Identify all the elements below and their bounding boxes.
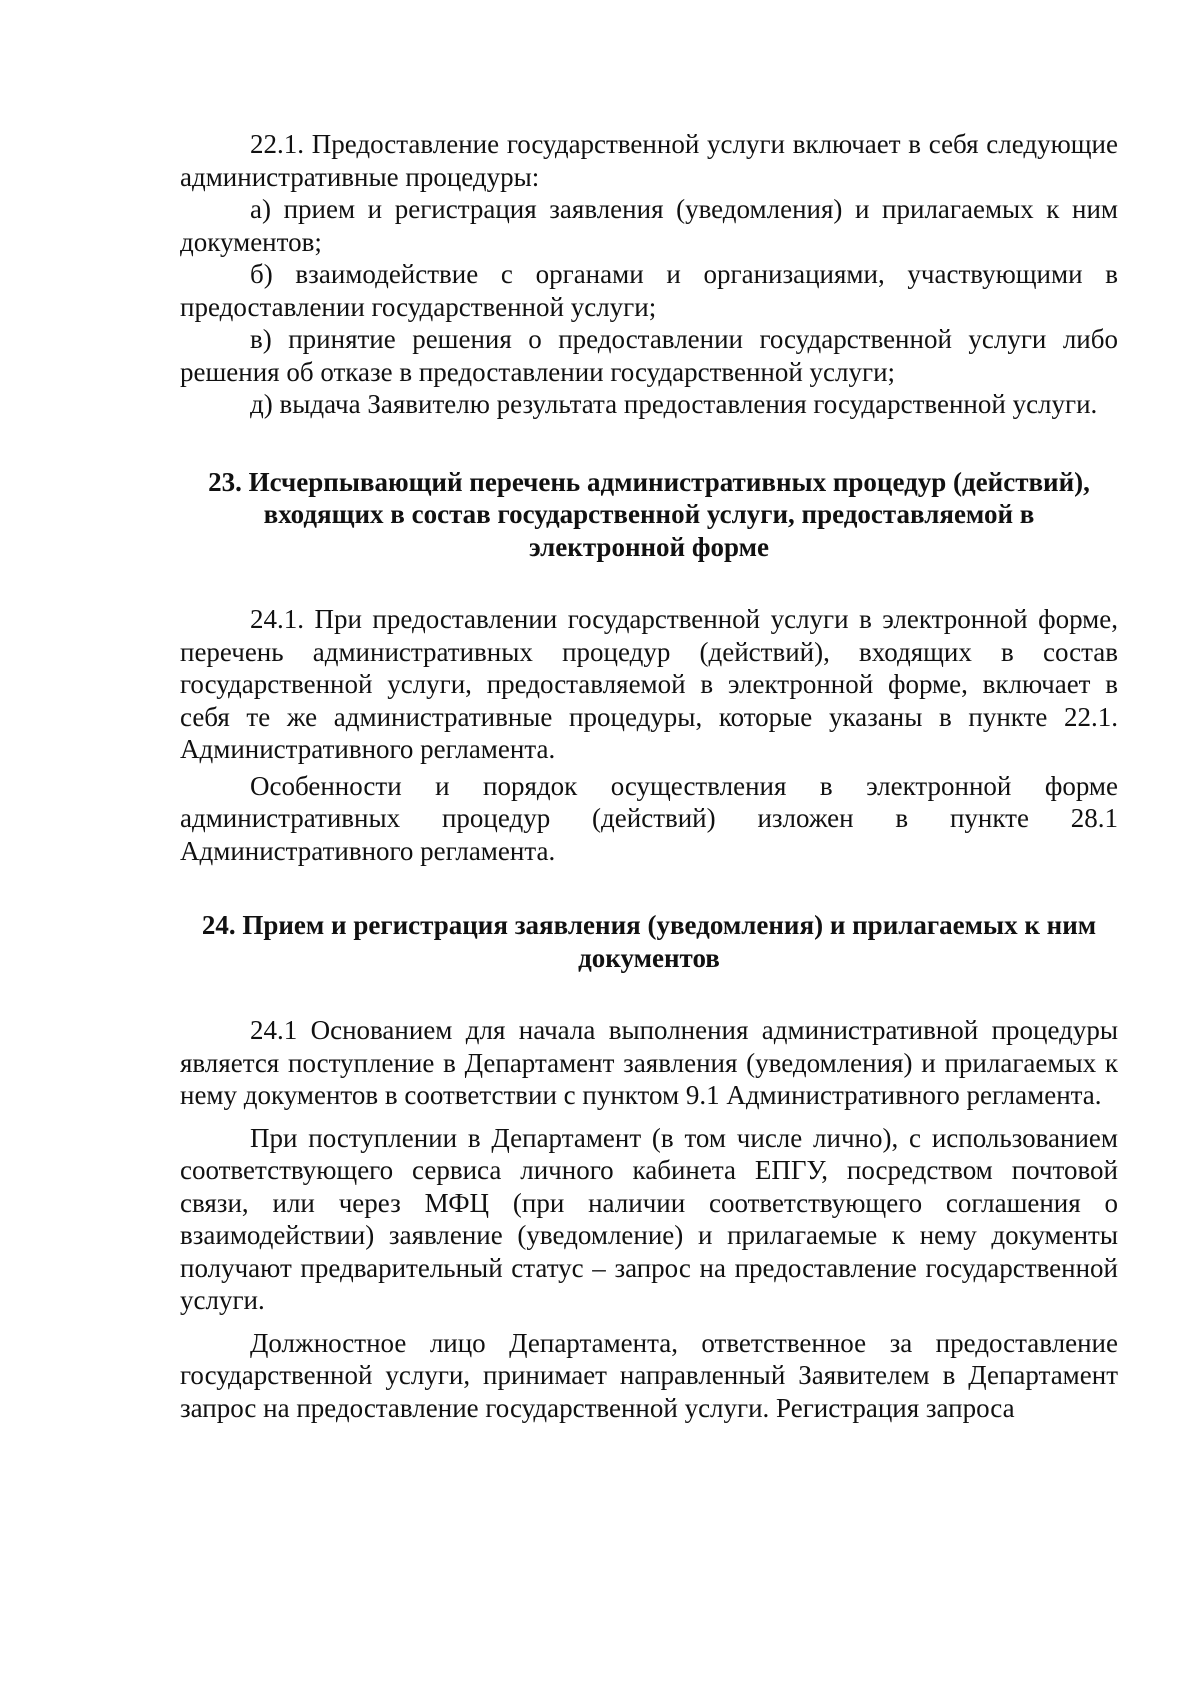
list-item-a: а) прием и регистрация заявления (уведомления) и прилагаемых к ним документов; bbox=[180, 194, 1118, 257]
paragraph-specifics: Особенности и порядок осуществления в электронной форме административных процедур (действий) изложен в пункте 28.1 Административного регламента. bbox=[180, 770, 1118, 866]
paragraph-22-1: 22.1. Предоставление государственной услуги включает в себя следующие административные процедуры: bbox=[180, 129, 1118, 192]
section-heading-23: 23. Исчерпывающий перечень административных процедур (действий), входящих в состав государственной услуги, предоставляемой в электронной форме bbox=[208, 466, 1090, 562]
paragraph-official: Должностное лицо Департамента, ответственное за предоставление государственной услуги, принимает направленный Заявителем в Департамент запрос на предоставление государственной услуги. Регистрация запроса bbox=[180, 1327, 1118, 1423]
list-item-d: д) выдача Заявителю результата предоставления государственной услуги. bbox=[250, 389, 1098, 419]
list-item-b: б) взаимодействие с органами и организациями, участвующими в предоставлении государственной услуги; bbox=[180, 259, 1118, 322]
paragraph-receipt: При поступлении в Департамент (в том числе лично), с использованием соответствующего сервиса личного кабинета ЕПГУ, посредством почтовой связи, или через МФЦ (при наличии соответствующего соглашения о взаимодействии) заявление (уведомление) и прилагаемые к нему документы получают предварительный статус – запрос на предоставление государственной услуги. bbox=[180, 1122, 1118, 1315]
document-body bbox=[180, 128, 1118, 1424]
section-heading-24: 24. Прием и регистрация заявления (уведомления) и прилагаемых к ним документов bbox=[201, 910, 1097, 973]
list-item-v: в) принятие решения о предоставлении государственной услуги либо решения об отказе в предоставлении государственной услуги; bbox=[180, 324, 1118, 387]
paragraph-24-1-basis: 24.1 Основанием для начала выполнения административной процедуры является поступление в Департамент заявления (уведомления) и прилагаемых к нему документов в соответствии с пунктом 9.1 Административного регламента. bbox=[180, 1015, 1118, 1110]
paragraph-24-1-electronic: 24.1. При предоставлении государственной услуги в электронной форме, перечень административных процедур (действий), входящих в состав государственной услуги, предоставляемой в электронной форме, включает в себя те же административные процедуры, которые указаны в пункте 22.1. Административного регламента. bbox=[180, 604, 1118, 764]
